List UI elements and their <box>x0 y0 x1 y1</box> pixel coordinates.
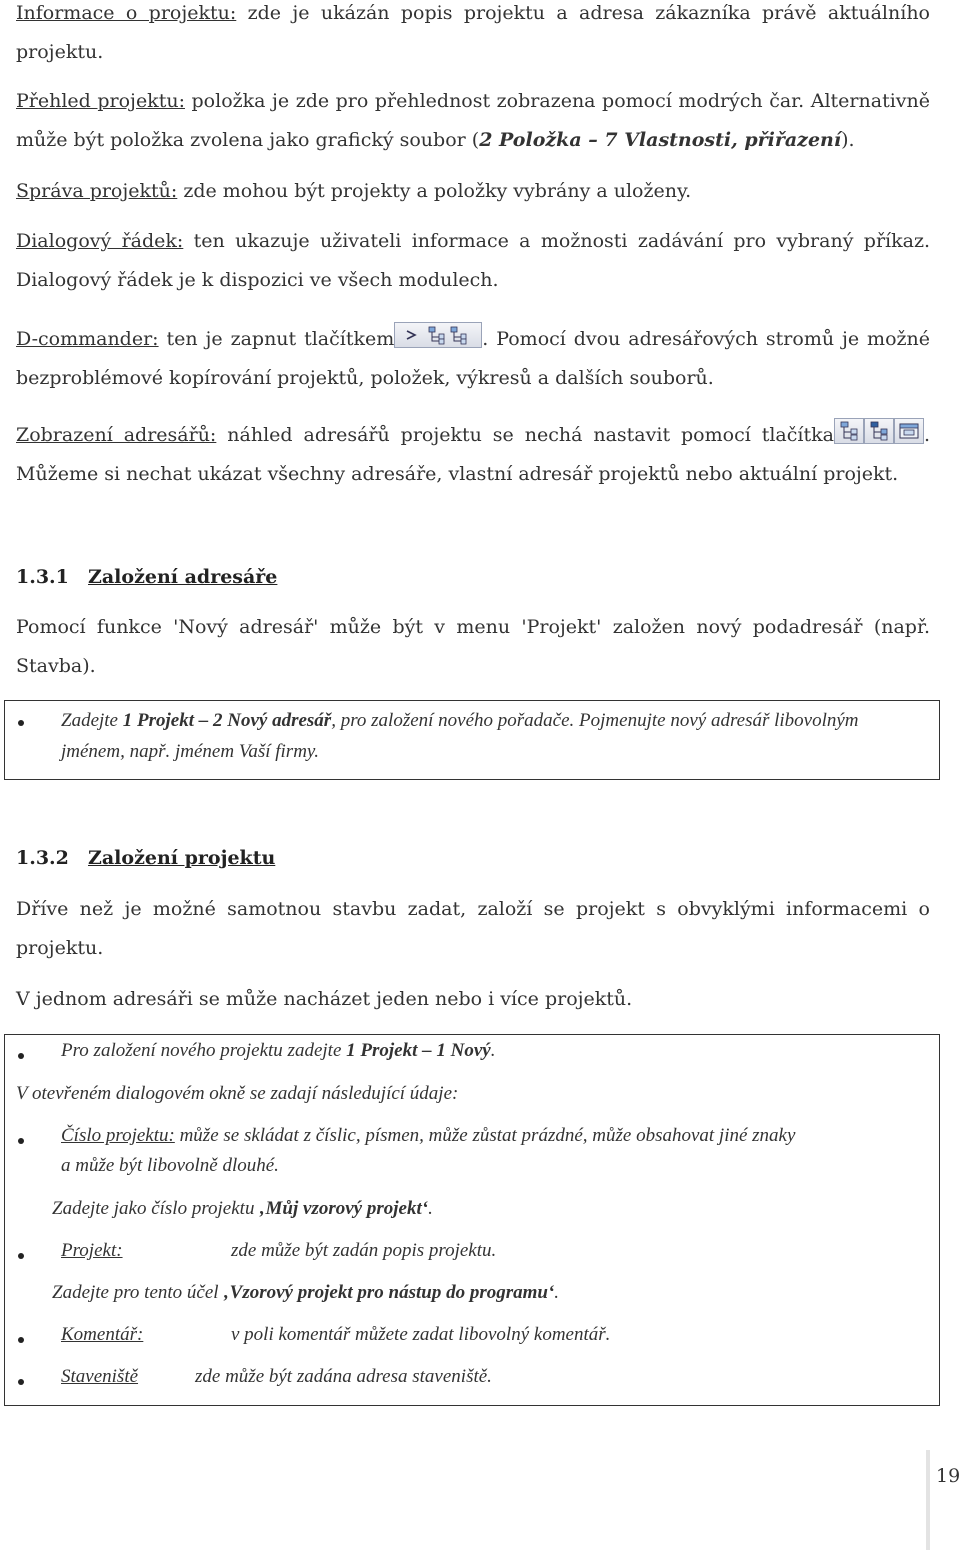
text: . Můžeme si nechat ukázat všechny adresáře, vlastní adresář projektů nebo aktuální projekt. <box>16 424 931 485</box>
term-project-overview: Přehled projektu: <box>16 90 185 112</box>
section-heading-1-3-2 <box>16 847 275 869</box>
tree-toggle-icon <box>394 322 482 348</box>
field-label: Komentář: <box>61 1324 144 1345</box>
bullet-icon <box>18 1337 24 1343</box>
text: náhled adresářů projektu se nechá nastavit pomocí tlačítka <box>216 424 834 446</box>
page-number-divider <box>926 1450 930 1550</box>
field-description: zde může být zadána adresa staveniště. <box>195 1366 492 1387</box>
text: Dříve než je možné samotnou stavbu zadat, založí se projekt s obvyklými informacemi o projektu. <box>16 898 930 959</box>
field-label: Projekt: <box>61 1240 123 1261</box>
text: zde mohou být projekty a položky vybrány a uloženy. <box>177 180 692 202</box>
command-reference: 1 Projekt – 1 Nový <box>346 1040 491 1061</box>
field-project <box>61 1240 123 1262</box>
paragraph-directory-view <box>16 416 930 494</box>
paragraph-d-commander <box>16 320 930 398</box>
term-d-commander: D-commander: <box>16 328 159 350</box>
current-project-icon <box>894 418 924 444</box>
field-label: Číslo projektu: <box>61 1125 175 1146</box>
field-description-continued: a může být libovolně dlouhé. <box>61 1155 279 1176</box>
section-heading-1-3-1 <box>16 566 277 588</box>
field-site <box>61 1366 138 1388</box>
page-number: 19 <box>936 1465 960 1487</box>
term-dialog-line: Dialogový řádek: <box>16 230 184 252</box>
text: . <box>428 1198 433 1219</box>
dialog-intro: V otevřeném dialogovém okně se zadají následující údaje: <box>16 1083 459 1104</box>
bullet-icon <box>18 1379 24 1385</box>
text: Pomocí funkce 'Nový adresář' může být v menu 'Projekt' založen nový podadresář (např. Stavba). <box>16 616 930 677</box>
bullet-icon <box>18 720 24 726</box>
section-title: Založení projektu <box>88 847 276 869</box>
paragraph-project-info <box>16 0 930 72</box>
term-project-management: Správa projektů: <box>16 180 178 202</box>
paragraph-dialog-line <box>16 222 930 300</box>
text: Zadejte jako číslo projektu <box>52 1198 260 1219</box>
instruction-box-new-directory <box>4 700 940 780</box>
project-tree-icon <box>864 418 894 444</box>
field-comment <box>61 1324 143 1346</box>
paragraph-new-directory <box>16 608 930 686</box>
bullet-icon <box>18 1053 24 1059</box>
field-description: zde může být zadán popis projektu. <box>231 1240 497 1261</box>
paragraph-project-management <box>16 172 930 211</box>
paragraph-projects-in-directory <box>16 980 930 1019</box>
example-value: ‚Vzorový projekt pro nástup do programu‘ <box>223 1282 555 1303</box>
field-description: může se skládat z číslic, písmen, může zůstat prázdné, může obsahovat jiné znaky <box>174 1125 796 1146</box>
instruction-line <box>61 1040 495 1062</box>
hint-project-number <box>52 1198 433 1220</box>
field-label: Staveniště <box>61 1366 139 1387</box>
field-description: v poli komentář můžete zadat libovolný komentář. <box>231 1324 611 1345</box>
instruction-box-new-project <box>4 1034 940 1406</box>
text: V jednom adresáři se může nacházet jeden nebo i více projektů. <box>16 988 633 1010</box>
hint-project <box>52 1282 559 1304</box>
text: ten ukazuje uživateli informace a možnosti zadávání pro vybraný příkaz. Dialogový řádek je k dispozici ve všech modulech. <box>16 230 930 291</box>
paragraph-project-overview <box>16 82 930 160</box>
text: Zadejte <box>61 710 123 731</box>
section-number: 1.3.2 <box>16 847 69 869</box>
text: ). <box>841 129 855 151</box>
section-title: Založení adresáře <box>88 566 278 588</box>
command-reference: 1 Projekt – 2 Nový adresář <box>122 710 332 731</box>
example-value: ‚Můj vzorový projekt‘ <box>259 1198 429 1219</box>
text: položka je zde pro přehlednost zobrazena pomocí modrých čar. Alternativně může být položka zvolena jako grafický soubor ( <box>16 90 930 151</box>
text: ten je zapnut tlačítkem <box>158 328 395 350</box>
bullet-icon <box>18 1253 24 1259</box>
menu-reference: 2 Položka – 7 Vlastnosti, přiřazení <box>479 129 842 151</box>
text: Zadejte pro tento účel <box>52 1282 224 1303</box>
instruction-text <box>61 705 911 767</box>
term-directory-view: Zobrazení adresářů: <box>16 424 217 446</box>
field-project-number <box>61 1125 795 1147</box>
text: . <box>490 1040 496 1061</box>
text: . Pomocí dvou adresářových stromů je možné bezproblémové kopírování projektů, položek, výkresů a dalších souborů. <box>16 328 930 389</box>
text: Pro založení nového projektu zadejte <box>61 1040 347 1061</box>
text: zde je ukázán popis projektu a adresa zákazníka právě aktuálního projektu. <box>16 2 930 63</box>
paragraph-new-project <box>16 890 930 968</box>
text: . <box>554 1282 560 1303</box>
bullet-icon <box>18 1138 24 1144</box>
term-project-info: Informace o projektu: <box>16 2 237 24</box>
text: , pro založení nového pořadače. Pojmenujte nový adresář libovolným jménem, např. jménem Vaší firmy. <box>61 710 859 762</box>
section-number: 1.3.1 <box>16 566 69 588</box>
folder-tree-icon <box>834 418 864 444</box>
